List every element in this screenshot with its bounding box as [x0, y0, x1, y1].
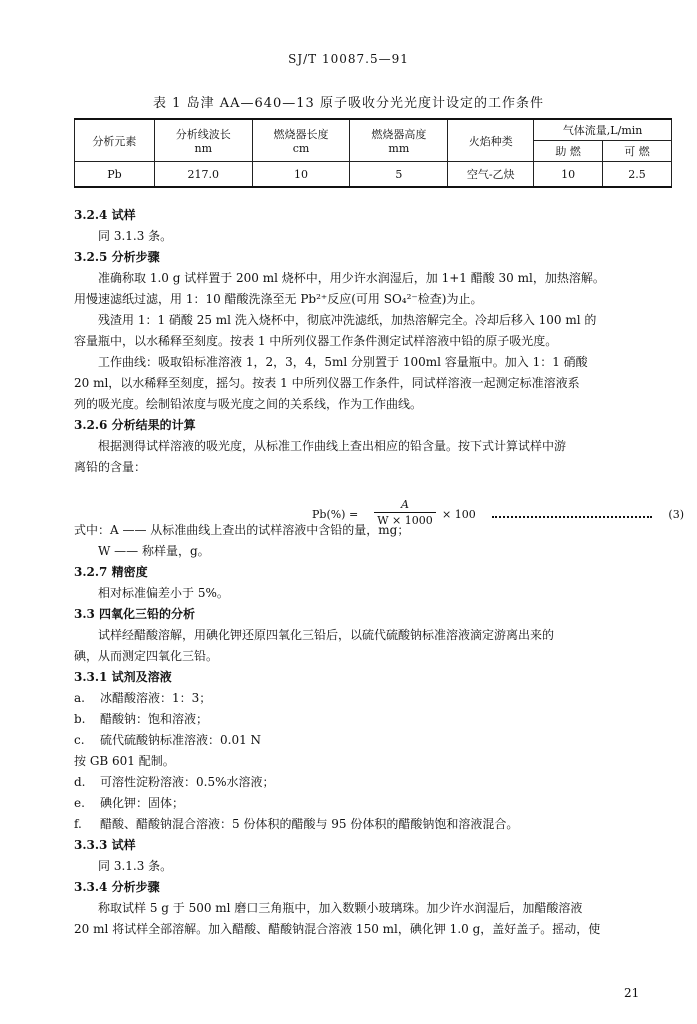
section-3-3-3-heading: 3.3.3 试样	[74, 838, 136, 852]
cell-burner-height: 5	[350, 162, 448, 188]
formula-number: (3)	[668, 508, 684, 521]
list-item: e. 碘化钾：固体；	[74, 796, 185, 810]
formula-multiplier: × 100	[442, 508, 476, 521]
paragraph-line: 容量瓶中，以水稀释至刻度。按表 1 中所列仪器工作条件测定试样溶液中铅的原子吸光度。	[74, 334, 558, 348]
formula-numerator: A	[374, 497, 436, 513]
section-3-3-4-heading: 3.3.4 分析步骤	[74, 880, 160, 894]
formula-leader-dots	[492, 508, 652, 518]
header-gas-flow: 气体流量,L/min	[534, 119, 672, 141]
cell-support: 10	[534, 162, 603, 188]
header-wavelength: 分析线波长 nm	[154, 119, 252, 162]
page-number: 21	[624, 986, 640, 1000]
table-caption: 表 1 岛津 AA—640—13 原子吸收分光光度计设定的工作条件	[153, 96, 544, 111]
paragraph-line: 称取试样 5 g 于 500 ml 磨口三角瓶中，加入数颗小玻璃珠。加少许水润湿后，加醋酸溶液	[98, 901, 583, 915]
list-item: b. 醋酸钠：饱和溶液；	[74, 712, 209, 726]
paragraph-line: 残渣用 1：1 硝酸 25 ml 洗入烧杯中，彻底冲洗滤纸，加热溶解完全。冷却后移入 100 ml 的	[98, 313, 597, 327]
section-3-3-3-text: 同 3.1.3 条。	[98, 859, 173, 873]
list-item: f. 醋酸、醋酸钠混合溶液：5 份体积的醋酸与 95 份体积的醋酸钠饱和溶液混合。	[74, 817, 519, 831]
list-item: a. 冰醋酸溶液：1：3；	[74, 691, 212, 705]
header-element: 分析元素	[75, 119, 155, 162]
section-3-2-4-text: 同 3.1.3 条。	[98, 229, 173, 243]
paragraph-line: 20 ml 将试样全部溶解。加入醋酸、醋酸钠混合溶液 150 ml，碘化钾 1.0 g，盖好盖子。摇动，使	[74, 922, 601, 936]
cell-fuel: 2.5	[603, 162, 672, 188]
document-body	[74, 205, 674, 940]
header-support: 助 燃	[534, 141, 603, 162]
where-line: 式中：A —— 从标准曲线上查出的试样溶液中含铅的量，mg；	[74, 523, 410, 537]
where-line: W —— 称样量，g。	[98, 544, 210, 558]
paragraph-line: 准确称取 1.0 g 试样置于 200 ml 烧杯中，用少许水润湿后，加 1+1 醋酸 30 ml，加热溶解。	[98, 271, 605, 285]
paragraph-line: 离铅的含量：	[74, 460, 147, 474]
cell-burner-length: 10	[252, 162, 350, 188]
section-3-2-4-heading: 3.2.4 试样	[74, 208, 136, 222]
gb-note: 按 GB 601 配制。	[74, 754, 175, 768]
formula-3	[312, 497, 684, 537]
paragraph-line: 20 ml，以水稀释至刻度，摇匀。按表 1 中所列仪器工作条件，同试样溶液一起测定标准溶液系	[74, 376, 580, 390]
paragraph-line: 根据测得试样溶液的吸光度，从标准工作曲线上查出相应的铅含量。按下式计算试样中游	[98, 439, 567, 453]
table-row	[75, 162, 672, 188]
formula-denominator: W × 1000	[377, 514, 433, 527]
header-fuel: 可 燃	[603, 141, 672, 162]
header-flame: 火焰种类	[448, 119, 534, 162]
paragraph-line: 碘，从而测定四氧化三铅。	[74, 649, 219, 663]
header-burner-height: 燃烧器高度 mm	[350, 119, 448, 162]
list-item: c. 硫代硫酸钠标准溶液：0.01 N	[74, 733, 262, 747]
cell-element: Pb	[75, 162, 155, 188]
formula-fraction	[374, 497, 436, 528]
paragraph-line: 试样经醋酸溶解，用碘化钾还原四氧化三铅后，以硫代硫酸钠标准溶液滴定游离出来的	[98, 628, 555, 642]
cell-flame: 空气-乙炔	[448, 162, 534, 188]
section-3-3-heading: 3.3 四氧化三铅的分析	[74, 607, 196, 621]
list-item: d. 可溶性淀粉溶液：0.5%水溶液；	[74, 775, 275, 789]
formula-lhs: Pb(%) =	[312, 508, 359, 521]
section-3-2-7-text: 相对标准偏差小于 5%。	[98, 586, 229, 600]
cell-wavelength: 217.0	[154, 162, 252, 188]
section-3-2-7-heading: 3.2.7 精密度	[74, 565, 148, 579]
section-3-2-5-heading: 3.2.5 分析步骤	[74, 250, 160, 264]
standard-header: SJ/T 10087.5—91	[288, 52, 409, 66]
section-3-2-6-heading: 3.2.6 分析结果的计算	[74, 418, 196, 432]
section-3-3-1-heading: 3.3.1 试剂及溶液	[74, 670, 172, 684]
paragraph-line: 工作曲线：吸取铅标准溶液 1，2，3，4，5ml 分别置于 100ml 容量瓶中。加入 1：1 硝酸	[98, 355, 588, 369]
header-burner-length: 燃烧器长度 cm	[252, 119, 350, 162]
table-header-row	[75, 119, 672, 141]
paragraph-line: 用慢速滤纸过滤，用 1：10 醋酸洗涤至无 Pb²⁺反应(可用 SO₄²⁻检查)为止。	[74, 292, 483, 306]
paragraph-line: 列的吸光度。绘制铅浓度与吸光度之间的关系线，作为工作曲线。	[74, 397, 423, 411]
conditions-table	[74, 118, 672, 188]
